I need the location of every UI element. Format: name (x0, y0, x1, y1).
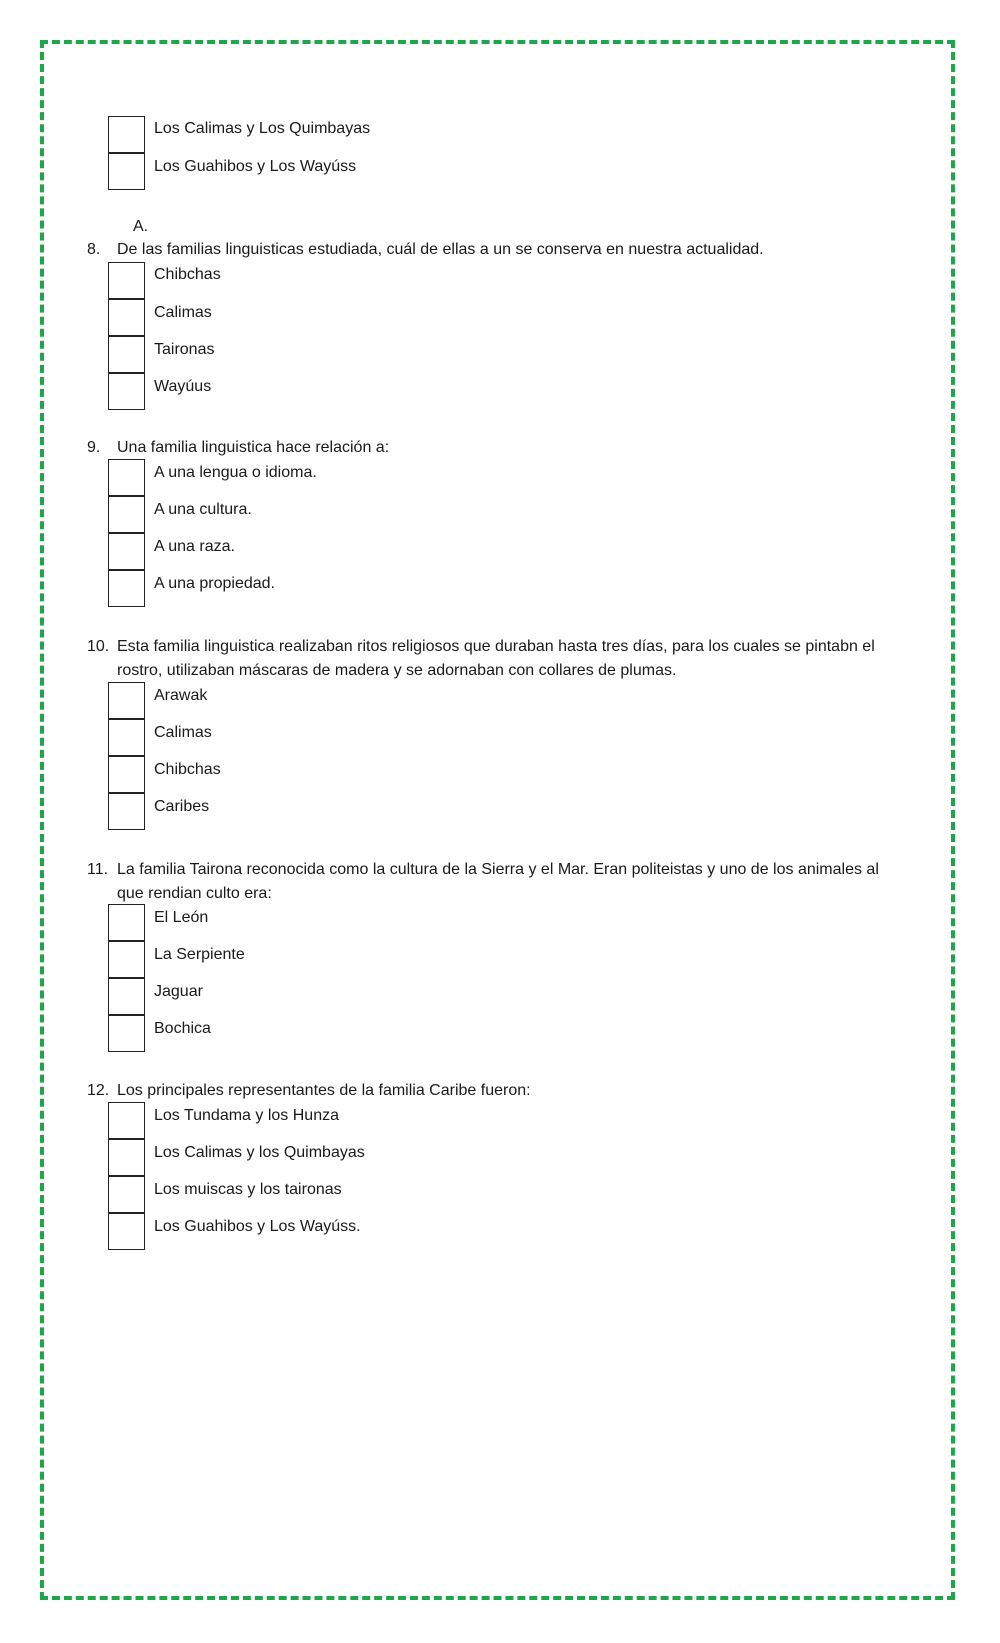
answer-checkbox[interactable] (108, 904, 145, 941)
option-label: Los muiscas y los taironas (154, 1181, 342, 1198)
answer-checkbox[interactable] (108, 459, 145, 496)
answer-checkbox[interactable] (108, 570, 145, 607)
option-label: La Serpiente (154, 946, 245, 963)
option-label: Wayúus (154, 378, 212, 395)
option-label: Caribes (154, 798, 210, 815)
answer-checkbox[interactable] (108, 299, 145, 336)
answer-checkbox[interactable] (108, 153, 145, 190)
question-text: La familia Tairona reconocida como la cultura de la Sierra y el Mar. Eran politeistas y uno de los animales al que rendian culto era: (117, 861, 879, 902)
option-label: Calimas (154, 304, 212, 321)
answer-checkbox[interactable] (108, 373, 145, 410)
option-label: Bochica (154, 1020, 211, 1037)
option-label: Los Tundama y los Hunza (154, 1107, 339, 1124)
option-label: Jaguar (154, 983, 203, 1000)
question-number: 10. (87, 638, 110, 655)
option-label: Los Guahibos y Los Wayúss (154, 158, 357, 175)
answer-checkbox[interactable] (108, 116, 145, 153)
option-label: A una cultura. (154, 501, 252, 518)
question-text: Los principales representantes de la familia Caribe fueron: (117, 1082, 531, 1099)
question-text: Esta familia linguistica realizaban ritos religiosos que duraban hasta tres días, para los cuales se pintabn el rostro, utilizaban máscaras de madera y se adornaban con collares de plumas. (117, 638, 875, 679)
option-label: A una lengua o idioma. (154, 464, 317, 481)
option-label: A una raza. (154, 538, 235, 555)
answer-checkbox[interactable] (108, 262, 145, 299)
option-label: Chibchas (154, 761, 221, 778)
question-text: Una familia linguistica hace relación a: (117, 439, 390, 456)
option-label: Arawak (154, 687, 208, 704)
list-marker: A. (133, 218, 149, 235)
question-text: De las familias linguisticas estudiada, cuál de ellas a un se conserva en nuestra actualidad. (117, 241, 764, 258)
option-label: Calimas (154, 724, 212, 741)
answer-checkbox[interactable] (108, 496, 145, 533)
answer-checkbox[interactable] (108, 1102, 145, 1139)
option-label: A una propiedad. (154, 575, 275, 592)
answer-checkbox[interactable] (108, 941, 145, 978)
answer-checkbox[interactable] (108, 682, 145, 719)
answer-checkbox[interactable] (108, 1213, 145, 1250)
option-label: Los Calimas y los Quimbayas (154, 1144, 365, 1161)
answer-checkbox[interactable] (108, 533, 145, 570)
answer-checkbox[interactable] (108, 1176, 145, 1213)
option-label: Chibchas (154, 266, 221, 283)
option-label: Los Guahibos y Los Wayúss. (154, 1218, 361, 1235)
question-number: 11. (87, 861, 109, 878)
answer-checkbox[interactable] (108, 1139, 145, 1176)
option-label: Los Calimas y Los Quimbayas (154, 120, 371, 137)
answer-checkbox[interactable] (108, 978, 145, 1015)
question-number: 9. (87, 439, 101, 456)
answer-checkbox[interactable] (108, 1015, 145, 1052)
answer-checkbox[interactable] (108, 756, 145, 793)
answer-checkbox[interactable] (108, 719, 145, 756)
answer-checkbox[interactable] (108, 336, 145, 373)
answer-checkbox[interactable] (108, 793, 145, 830)
option-label: Taironas (154, 341, 215, 358)
option-label: El León (154, 909, 209, 926)
question-number: 12. (87, 1082, 110, 1099)
question-number: 8. (87, 241, 101, 258)
